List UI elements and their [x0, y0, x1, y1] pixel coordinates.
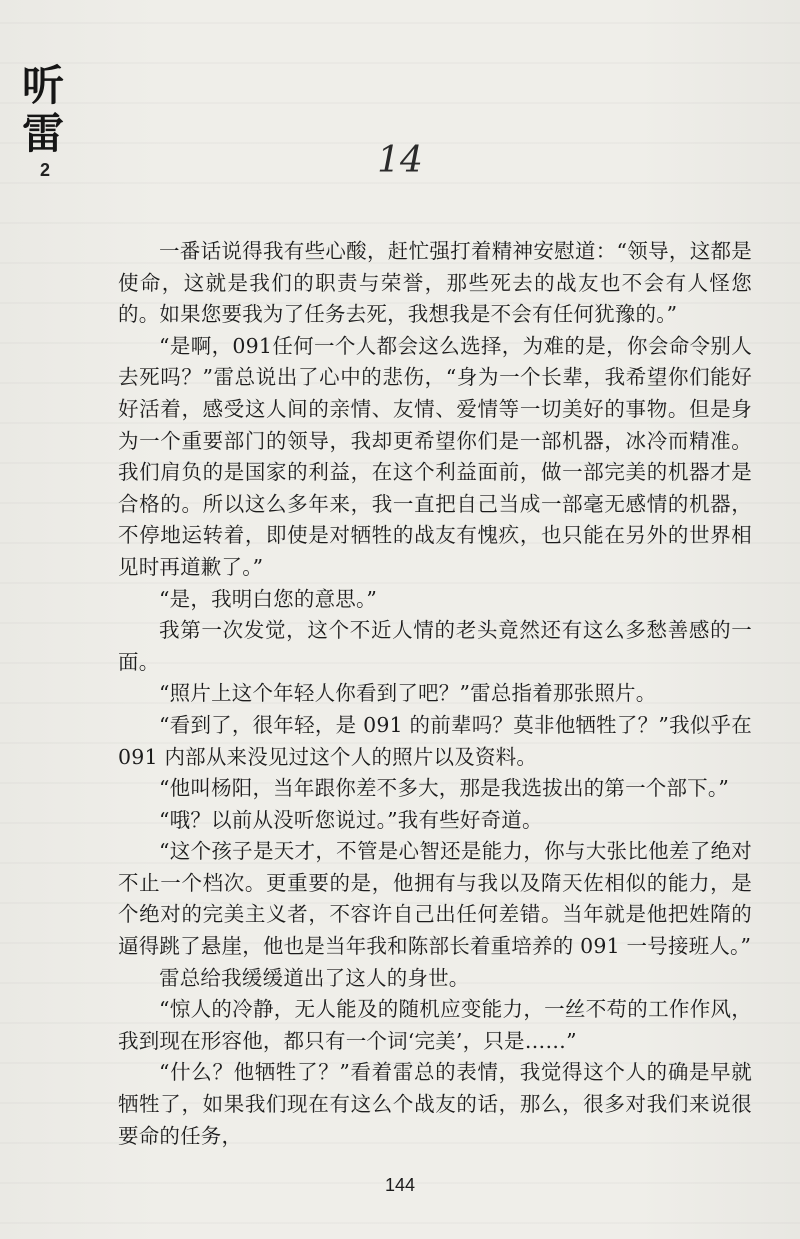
paragraph: “这个孩子是天才，不管是心智还是能力，你与大张比他差了绝对不止一个档次。更重要的是，他拥有与我以及隋天佐相似的能力，是个绝对的完美主义者，不容许自己出任何差错。当年就是他把姓隋的逼得跳了悬崖，他也是当年我和陈部长着重培养的 091 一号接班人。”	[118, 839, 752, 959]
paragraph: “照片上这个年轻人你看到了吧？”雷总指着那张照片。	[159, 681, 657, 706]
paragraph: “惊人的冷静，无人能及的随机应变能力，一丝不苟的工作作风，我到现在形容他，都只有一个词‘完美’，只是……”	[118, 997, 752, 1053]
sidebar-page-number: 2	[40, 160, 51, 180]
book-title-char-2: 雷	[22, 109, 67, 158]
paragraph: “是，我明白您的意思。”	[159, 586, 378, 611]
paragraph: “哦？以前从没听您说过。”我有些好奇道。	[159, 807, 543, 832]
paragraph: “他叫杨阳，当年跟你差不多大，那是我选拔出的第一个部下。”	[159, 776, 730, 801]
paragraph: “什么？他牺牲了？”看着雷总的表情，我觉得这个人的确是早就牺牲了，如果我们现在有这么个战友的话，那么，很多对我们来说很要命的任务，	[118, 1060, 752, 1148]
page-number: 144	[384, 1175, 416, 1195]
body-text	[118, 236, 752, 1152]
paragraph: 雷总给我缓缓道出了这人的身世。	[159, 965, 470, 990]
paragraph: “看到了，很年轻，是 091 的前辈吗？莫非他牺牲了？”我似乎在 091 内部从来没见过这个人的照片以及资料。	[118, 712, 752, 769]
chapter-number: 14	[377, 140, 423, 181]
paragraph: 一番话说得我有些心酸，赶忙强打着精神安慰道：“领导，这都是使命，这就是我们的职责与荣誉，那些死去的战友也不会有人怪您的。如果您要我为了任务去死，我想我是不会有任何犹豫的。”	[118, 239, 752, 327]
paragraph: 我第一次发觉，这个不近人情的老头竟然还有这么多愁善感的一面。	[118, 618, 752, 674]
paragraph: “是啊，091任何一个人都会这么选择，为难的是，你会命令别人去死吗？”雷总说出了心中的悲伤，“身为一个长辈，我希望你们能好好活着，感受这人间的亲情、友情、爱情等一切美好的事物。但是身为一个重要部门的领导，我却更希望你们是一部机器，冰冷而精准。我们肩负的是国家的利益，在这个利益面前，做一部完美的机器才是合格的。所以这么多年来，我一直把自己当成一部毫无感情的机器，不停地运转着，即使是对牺牲的战友有愧疚，也只能在另外的世界相见时再道歉了。”	[118, 333, 752, 579]
book-title-char-1: 听	[22, 61, 67, 110]
